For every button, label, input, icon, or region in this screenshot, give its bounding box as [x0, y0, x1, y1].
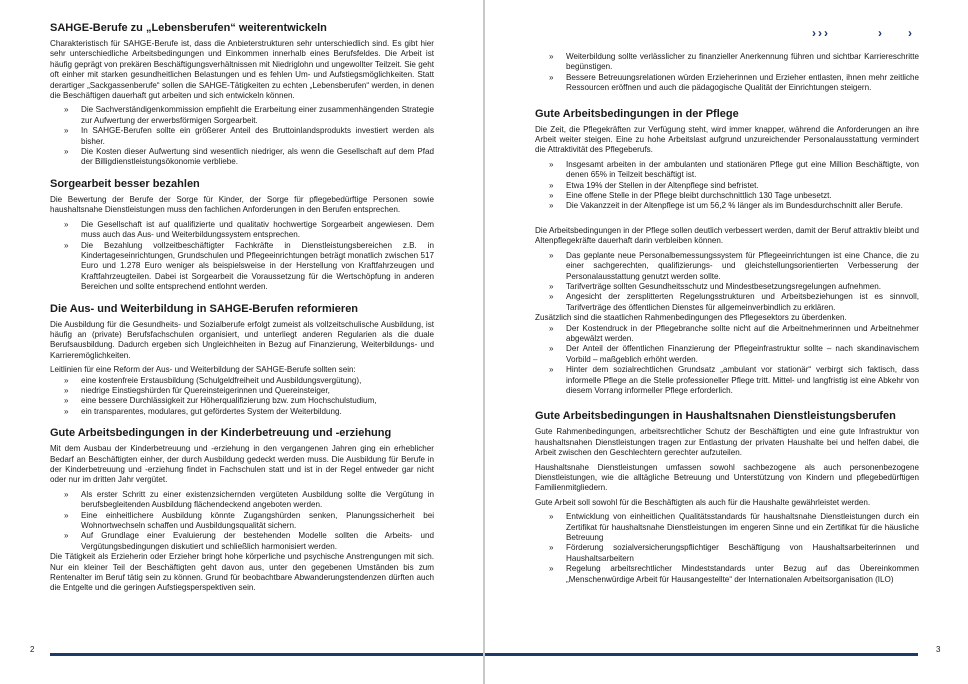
list-item — [50, 105, 434, 126]
list-item — [50, 407, 434, 417]
bullet-list — [535, 324, 919, 397]
left-text-column — [50, 22, 434, 598]
list-item — [50, 490, 434, 511]
list-item-text: Tarifverträge sollten Gesundheitsschutz und Mindestbesetzungsregelungen aufnehmen. — [566, 281, 881, 291]
list-item — [535, 344, 919, 365]
list-item-text: In SAHGE-Berufen sollte ein größerer Anteil des Bruttoinlandsprodukts investiert werden als bisher. — [81, 126, 434, 146]
footer-rule — [485, 653, 918, 656]
paragraph: Haushaltsnahe Dienstleistungen umfassen sowohl sachbezogene als auch personenbezogene Dienstleistungen, wie die alltägliche Betreuung und Unterstützung von Kindern und pflegebedürftigen Familienmitgliedern. — [535, 462, 919, 493]
bullet-glyph: » — [549, 159, 554, 169]
paragraph: Gute Arbeit soll sowohl für die Beschäftigten als auch für die Haushalte gewährleistet werden. — [535, 497, 871, 507]
list-item — [535, 160, 919, 181]
list-item — [535, 512, 919, 543]
list-item-text: Förderung sozialversicherungspflichtiger Beschäftigung von Haushaltsarbeiterinnen und Haushaltsarbeitern — [566, 543, 919, 563]
bullet-glyph: » — [64, 489, 69, 499]
paragraph: Die Tätigkeit als Erzieherin oder Erzieher bringt hohe körperliche und psychische Anstrengungen mit sich. Nur ein kleiner Teil der Beschäftigten geht davon aus, unter den gegebenen Umständen bis zum Rentenalter im Beruf tätig sein zu können. Grund für beobachtbare Abwanderungstendenzen dürften auch die Entgelte und die geringen Aufstiegsperspektiven sein. — [50, 552, 434, 593]
page-number: 3 — [936, 645, 941, 654]
list-item-text: niedrige Einstiegshürden für Quereinsteigerinnen und Quereinsteiger, — [81, 385, 330, 395]
bullet-list — [535, 512, 919, 585]
list-item — [50, 511, 434, 532]
list-item-text: Hinter dem sozialrechtlichen Grundsatz „ambulant vor stationär“ verbirgt sich faktisch, dass informelle Pflege an die Stelle professioneller Pflege tritt. Mittel- und langfristig ist eine Abkehr von diesem Vorrang informeller Pflege erforderlich. — [566, 365, 919, 395]
bullet-glyph: » — [64, 126, 69, 136]
bullet-glyph: » — [549, 323, 554, 333]
list-item-text: Als erster Schritt zu einer existenzsichernden vergüteten Ausbildung sollte die Vergütung in berufsbegleitenden Ausbildung flächendeckend angeboten werden. — [81, 489, 434, 510]
list-item-text: Angesicht der zersplitterten Regelungsstrukturen und Arbeitsbeziehungen ist es sinnvoll, Tarifverträge des öffentlichen Dienstes für allgemeinverbindlich zu erklären. — [566, 292, 919, 312]
bullet-glyph: » — [64, 219, 69, 229]
bullet-list — [535, 160, 919, 212]
left-page — [0, 0, 483, 684]
list-item — [535, 282, 919, 292]
chevron-right-icon: › — [878, 26, 884, 40]
list-item-text: Entwicklung von einheitlichen Qualitätsstandards für haushaltsnahe Dienstleistungen durch ein Zertifikat für haushaltsnahe Dienstleistungen im engeren Sinne und ein Zertifikat für die häusliche Betreuung — [566, 512, 919, 543]
list-item — [535, 324, 919, 345]
chevron-right-icon: › — [908, 26, 914, 40]
bullet-glyph: » — [549, 201, 554, 211]
bullet-list — [50, 376, 434, 418]
list-item — [535, 73, 919, 94]
list-item — [535, 52, 919, 73]
list-item-text: Insgesamt arbeiten in der ambulanten und stationären Pflege gut eine Million Beschäftigte, von denen 65% in Teilzeit beschäftigt ist. — [566, 159, 919, 180]
section-heading: Gute Arbeitsbedingungen in der Kinderbetreuung und -erziehung — [50, 427, 392, 440]
bullet-glyph: » — [549, 512, 554, 522]
list-item — [50, 376, 434, 386]
paragraph: Mit dem Ausbau der Kinderbetreuung und -erziehung in den vergangenen Jahren ging ein erheblicher Bedarf an Beschäftigten einher, der durch Ausbildung gedeckt werden muss. Die Ausbildung für Berufe in der Kinderbetreuung und -erziehung findet in Fachschulen statt und ist in der Regel entweder gar nicht oder nur im dritten Jahr vergütet. — [50, 444, 434, 485]
bullet-glyph: » — [549, 344, 554, 354]
paragraph: Zusätzlich sind die staatlichen Rahmenbedingungen des Pflegesektors zu überdenken. — [535, 313, 847, 323]
section-heading: Gute Arbeitsbedingungen in der Pflege — [535, 107, 739, 120]
bullet-glyph: » — [64, 375, 69, 385]
paragraph: Gute Rahmenbedingungen, arbeitsrechtlicher Schutz der Beschäftigten und eine gute Infrastruktur von haushaltsnahen Dienstleistungen tragen zur Entlastung der privaten Haushalte bei und helfen dabei, die Arbeit zwischen den Geschlechtern gerechter aufzuteilen. — [535, 427, 919, 458]
bullet-glyph: » — [549, 543, 554, 553]
chevron-group-icon: ››› — [812, 26, 830, 40]
bullet-list — [50, 220, 434, 293]
list-item-text: Etwa 19% der Stellen in der Altenpflege sind befristet. — [566, 180, 759, 190]
bullet-glyph: » — [549, 292, 554, 302]
list-item — [535, 191, 919, 201]
bullet-glyph: » — [549, 281, 554, 291]
list-item-text: Weiterbildung sollte verlässlicher zu finanzieller Anerkennung führen und sichtbar Karriereschritte begünstigen. — [566, 52, 919, 72]
list-item — [535, 201, 919, 211]
paragraph: Charakteristisch für SAHGE-Berufe ist, dass die Anbieterstrukturen sehr unterschiedlich sind. Es gibt hier sehr unterschiedliche Arbeitsbedingungen und Einkommen innerhalb eines Berufsfeldes. Die Arbeit ist häufig geprägt von prekären Beschäftigungsverhältnissen mit Niedriglohn und ungewollter Teilzeit. Sie geht oft einher mit starken gesundheitlichen Belastungen und es fehlen Um- und Aufstiegsmöglichkeiten. Statt derartiger „Sackgassenberufe“ sollen die SAHGE-Tätigkeiten zu echten „Lebensberufen“ werden, in denen die Beschäftigen dauerhaft gut arbeiten und sich entwickeln können. — [50, 39, 434, 101]
section-heading: SAHGE-Berufe zu „Lebensberufen“ weiterentwickeln — [50, 22, 327, 34]
bullet-glyph: » — [549, 365, 554, 375]
paragraph: Leitlinien für eine Reform der Aus- und Weiterbildung der SAHGE-Berufe sollten sein: — [50, 365, 356, 375]
list-item — [50, 386, 434, 396]
list-item-text: Die Sachverständigenkommission empfiehlt die Erarbeitung einer zusammenhängenden Strategie zur Aufwertung der erwerbsförmigen Sorgearbeit. — [81, 105, 434, 125]
bullet-list — [50, 490, 434, 552]
list-item — [50, 220, 434, 241]
bullet-glyph: » — [549, 191, 554, 201]
list-item — [50, 396, 434, 406]
paragraph: Die Bewertung der Berufe der Sorge für Kinder, der Sorge für pflegebedürftige Personen sowie haushaltsnahe Dienstleistungen muss den fachlichen Anforderungen in den Berufen entsprechen. — [50, 194, 434, 215]
bullet-glyph: » — [64, 531, 69, 541]
list-item — [535, 292, 919, 313]
bullet-glyph: » — [64, 105, 69, 115]
list-item-text: Die Bezahlung vollzeitbeschäftigter Fachkräfte in Dienstleistungsbereichen z.B. in Kindertageseinrichtungen, Grundschulen und Pflegeeinrichtungen beträgt monatlich zwischen 517 Euro und 1.278 Euro weniger als beispielsweise in der Herstellung von Kraftfahrzeugen und Kraftfahrzeugteilen. Dabei ist Sorgearbeit die Voraussetzung für die Wertschöpfung in anderen Bereichen und sollte entsprechend entlohnt werden. — [81, 240, 434, 292]
bullet-glyph: » — [64, 147, 69, 157]
right-text-column — [535, 52, 919, 589]
section-heading: Die Aus- und Weiterbildung in SAHGE-Berufen reformieren — [50, 302, 359, 315]
section-heading: Sorgearbeit besser bezahlen — [50, 177, 200, 190]
list-item-text: Eine offene Stelle in der Pflege bleibt durchschnittlich 130 Tage unbesetzt. — [566, 191, 832, 201]
list-item — [535, 543, 919, 564]
list-item — [535, 251, 919, 282]
bullet-glyph: » — [64, 510, 69, 520]
bullet-glyph: » — [549, 250, 554, 260]
list-item-text: eine kostenfreie Erstausbildung (Schulgeldfreiheit und Ausbildungsvergütung), — [81, 375, 362, 385]
list-item-text: Bessere Betreuungsrelationen würden Erzieherinnen und Erzieher entlasten, ihnen mehr zeitliche Ressourcen eröffnen und auch die pädagogische Qualität der Einrichtungen steigern. — [566, 72, 919, 93]
section-heading: Gute Arbeitsbedingungen in Haushaltsnahen Dienstleistungsberufen — [535, 410, 896, 423]
list-item-text: Regelung arbeitsrechtlicher Mindeststandards unter Bezug auf das Übereinkommen „Menschenwürdige Arbeit für Hausangestellte“ der Internationalen Arbeitsorganisation (ILO) — [566, 564, 919, 584]
list-item-text: Die Kosten dieser Aufwertung sind wesentlich niedriger, als wenn die Gesellschaft auf dem Pfad der Billigdienstleistungsökonomie verbliebe. — [81, 147, 434, 167]
list-item-text: ein transparentes, modulares, gut gefördertes System der Weiterbildung. — [81, 406, 342, 416]
list-item — [50, 126, 434, 147]
bullet-glyph: » — [64, 406, 69, 416]
list-item — [50, 147, 434, 168]
list-item-text: Die Gesellschaft ist auf qualifizierte und qualitativ hochwertige Sorgearbeit angewiesen. Dem muss auch das Aus- und Weiterbildungssystem entsprechen. — [81, 219, 434, 240]
list-item-text: Eine einheitlichere Ausbildung könnte Zugangshürden senken, Planungssicherheit bei Wohnortwechseln schaffen und Ausbildungsqualität sichern. — [81, 510, 434, 531]
bullet-list — [535, 52, 919, 94]
list-item — [50, 241, 434, 293]
list-item-text: Der Kostendruck in der Pflegebranche sollte nicht auf die Arbeitnehmerinnen und Arbeitnehmer abgewälzt werden. — [566, 323, 919, 343]
page-number: 2 — [30, 645, 35, 654]
bullet-list — [535, 251, 919, 313]
list-item — [535, 181, 919, 191]
list-item — [50, 531, 434, 552]
footer-rule — [50, 653, 483, 656]
list-item — [535, 564, 919, 585]
bullet-list — [50, 105, 434, 167]
paragraph: Die Zeit, die Pflegekräften zur Verfügung steht, wird immer knapper, während die Anforderungen an ihre Arbeit weiter steigen. Eine zu hohe Arbeitslast aufgrund unzureichender Personalausstattung vermindert die Attraktivität des Pflegeberufs. — [535, 124, 919, 155]
list-item-text: eine bessere Durchlässigkeit zur Höherqualifizierung bzw. zum Hochschulstudium, — [81, 396, 377, 406]
list-item-text: Das geplante neue Personalbemessungssystem für Pflegeeinrichtungen ist eine Chance, die zu einer sachgerechten, qualifizierungs- und gleichstellungsorientierten Verbesserung der Personalausstattung genutzt werden sollte. — [566, 250, 919, 281]
list-item-text: Der Anteil der öffentlichen Finanzierung der Pflegeinfrastruktur sollte – nach skandinavischem Vorbild – maßgeblich erhöht werden. — [566, 344, 919, 364]
list-item-text: Auf Grundlage einer Evaluierung der bestehenden Modelle sollten die Arbeits- und Vergütungsbedingungen diskutiert und schließlich harmonisiert werden. — [81, 531, 434, 551]
bullet-glyph: » — [549, 72, 554, 82]
list-item — [535, 365, 919, 396]
bullet-glyph: » — [64, 396, 69, 406]
paragraph: Die Arbeitsbedingungen in der Pflege sollen deutlich verbessert werden, damit der Beruf attraktiv bleibt und Altenpflegekräfte dauerhaft darin verbleiben können. — [535, 225, 919, 246]
bullet-glyph: » — [64, 240, 69, 250]
bullet-glyph: » — [64, 385, 69, 395]
bullet-glyph: » — [549, 52, 554, 61]
list-item-text: Die Vakanzzeit in der Altenpflege ist um 56,2 % länger als im Bundesdurchschnitt aller Berufe. — [566, 201, 903, 211]
right-page — [485, 0, 968, 684]
bullet-glyph: » — [549, 180, 554, 190]
bullet-glyph: » — [549, 564, 554, 574]
paragraph: Die Ausbildung für die Gesundheits- und Sozialberufe erfolgt zumeist als vollzeitschulische Ausbildung, ist häufig an (private) Berufsfachschulen organisiert, und unterliegt anderen Regularien als die duale Berufsausbildung. Dadurch ergeben sich Ungleichheiten in Bezug auf Finanzierung, Weiterbildungs- und Karrieremöglichkeiten. — [50, 319, 434, 360]
